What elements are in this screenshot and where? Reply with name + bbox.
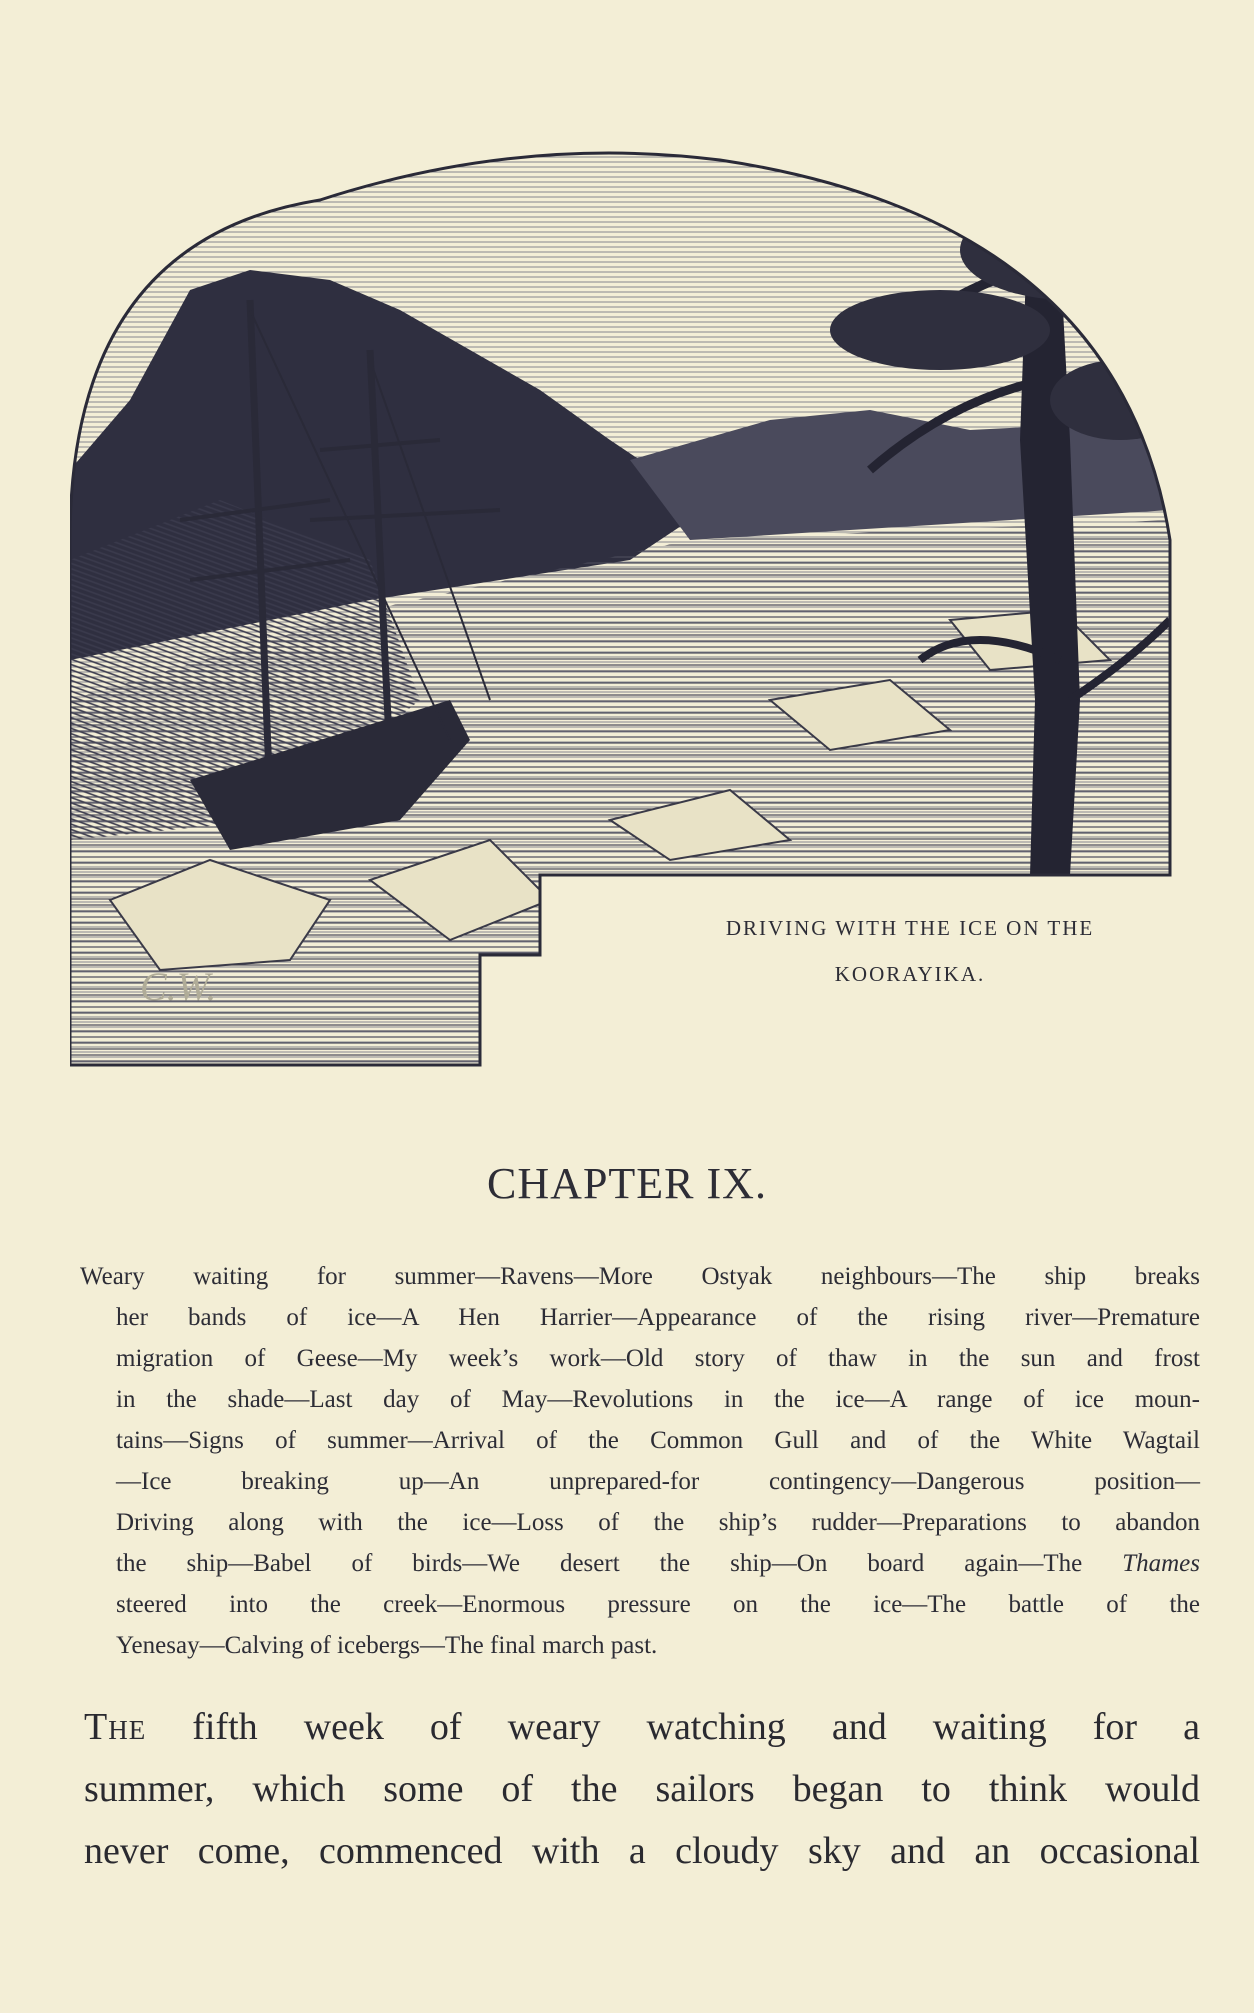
synopsis-line: in the shade—Last day of May—Revolutions in the ice—A range of ice moun- [116,1386,1200,1413]
body-line: never come, commenced with a cloudy sky and an occasional [84,1830,1200,1872]
caption-line-2: KOORAYIKA. [834,962,986,986]
illustration-caption [640,905,1180,997]
synopsis-line: migration of Geese—My week’s work—Old story of thaw in the sun and frost [116,1345,1200,1372]
chapter-synopsis [80,1256,1200,1666]
synopsis-line: Driving along with the ice—Loss of the ship’s rudder—Preparations to abandon [116,1509,1200,1536]
synopsis-line: Yenesay—Calving of icebergs—The final march past. [116,1632,658,1659]
body-line [84,1696,1200,1758]
synopsis-line: tains—Signs of summer—Arrival of the Common Gull and of the White Wagtail [116,1427,1200,1454]
body-text: fifth week of weary watching and waiting for a [146,1706,1200,1748]
synopsis-line [116,1543,1200,1584]
opening-word: The [84,1706,147,1748]
synopsis-text: the ship—Babel of birds—We desert the ship—On board again—The [116,1550,1123,1577]
caption-line-1: DRIVING WITH THE ICE ON THE [725,916,1095,940]
body-line: summer, which some of the sailors began to think would [84,1768,1200,1810]
chapter-title: CHAPTER IX. [487,1159,767,1208]
ship-name-italic: Thames [1122,1550,1200,1577]
synopsis-line: her bands of ice—A Hen Harrier—Appearance of the rising river—Premature [116,1304,1200,1331]
synopsis-line: Weary waiting for summer—Ravens—More Ostyak neighbours—The ship breaks [80,1263,1200,1290]
body-paragraph [84,1696,1200,1882]
synopsis-line: —Ice breaking up—An unprepared-for contingency—Dangerous position— [116,1468,1200,1495]
engraver-signature: C.W. [140,964,217,1009]
synopsis-line: steered into the creek—Enormous pressure on the ice—The battle of the [116,1591,1200,1618]
